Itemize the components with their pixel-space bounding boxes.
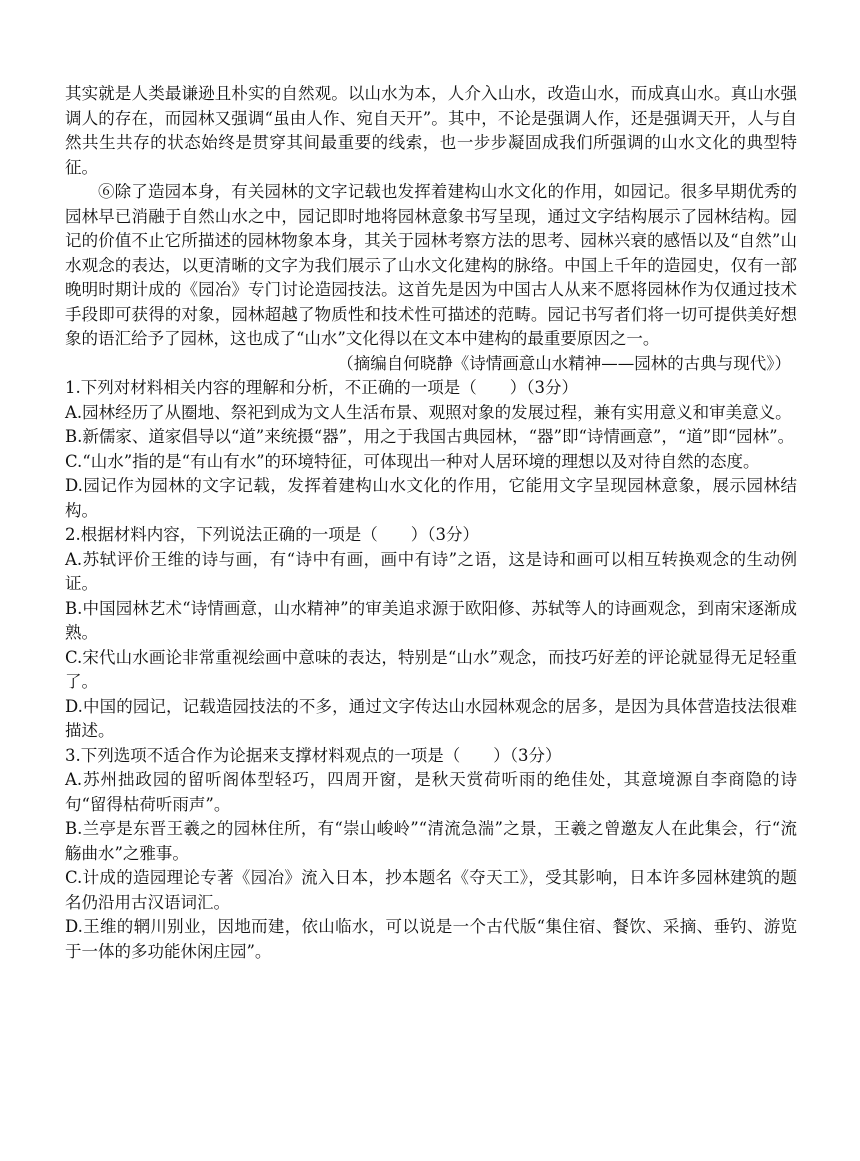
question-option: B.中国园林艺术“诗情画意，山水精神”的审美追求源于欧阳修、苏轼等人的诗画观念，到南宋逐渐成熟。 <box>65 598 797 642</box>
passage-paragraph-end: 其实就是人类最谦逊且朴实的自然观。以山水为本，人介入山水，改造山水，而成真山水。真山水强调人的存在，而园林又强调“虽由人作、宛自天开”。其中，不论是强调人作，还是强调天开，人与自然共生共存的状态始终是贯穿其间最重要的线索，也一步步凝固成我们所强调的山水文化的典型特征。 <box>65 84 797 177</box>
question-option: A.苏轼评价王维的诗与画，有“诗中有画，画中有诗”之语，这是诗和画可以相互转换观念的生动例证。 <box>65 549 797 593</box>
question-3 <box>65 744 797 965</box>
question-stem: 1.下列对材料相关内容的理解和分析，不正确的一项是（ ）（3分） <box>65 378 578 397</box>
passage-source: （摘编自何晓静《诗情画意山水精神——园林的古典与现代》） <box>337 353 791 373</box>
question-option: D.园记作为园林的文字记载，发挥着建构山水文化的作用，它能用文字呈现园林意象，展示园林结构。 <box>65 476 797 520</box>
question-option: B.新儒家、道家倡导以“道”来统摄“器”，用之于我国古典园林，“器”即“诗情画意”，“道”即“园林”。 <box>65 427 795 446</box>
question-option: C.计成的造园理论专著《园冶》流入日本，抄本题名《夺天工》，受其影响，日本许多园林建筑的题名仍沿用古汉语词汇。 <box>65 868 797 912</box>
question-1 <box>65 376 797 523</box>
question-option: C.宋代山水画论非常重视绘画中意味的表达，特别是“山水”观念，而技巧好差的评论就显得无足轻重了。 <box>65 647 797 691</box>
question-stem: 3.下列选项不适合作为论据来支撑材料观点的一项是（ ）（3分） <box>65 745 562 765</box>
question-option: C.“山水”指的是“有山有水”的环境特征，可体现出一种对人居环境的理想以及对待自然的态度。 <box>65 451 760 471</box>
question-stem: 2.根据材料内容，下列说法正确的一项是（ ）（3分） <box>65 525 479 544</box>
question-option: D.王维的辋川别业，因地而建，依山临水，可以说是一个古代版“集住宿、餐饮、采摘、垂钓、游览于一体的多功能休闲庄园”。 <box>65 917 797 961</box>
question-option: D.中国的园记，记载造园技法的不多，通过文字传达山水园林观念的居多，是因为具体营造技法很难描述。 <box>65 696 797 740</box>
document-page <box>65 82 797 964</box>
question-option: B.兰亭是东晋王羲之的园林住所，有“崇山峻岭”“清流急湍”之景，王羲之曾邀友人在此集会，行“流觞曲水”之雅事。 <box>65 819 797 863</box>
question-option: A.园林经历了从圈地、祭祀到成为文人生活布景、观照对象的发展过程，兼有实用意义和审美意义。 <box>65 402 792 422</box>
passage-paragraph-6: ⑥除了造园本身，有关园林的文字记载也发挥着建构山水文化的作用，如园记。很多早期优秀的园林早已消融于自然山水之中，园记即时地将园林意象书写呈现，通过文字结构展示了园林结构。园记的价值不止它所描述的园林物象本身，其关于园林考察方法的思考、园林兴衰的感悟以及“自然”山水观念的表达，以更清晰的文字为我们展示了山水文化建构的脉络。中国上千年的造园史，仅有一部晚明时期计成的《园冶》专门讨论造园技法。这首先是因为中国古人从来不愿将园林作为仅通过技术手段即可获得的对象，园林超越了物质性和技术性可描述的范畴。园记书写者们将一切可提供美好想象的语汇给予了园林，这也成了“山水”文化得以在文本中建构的最重要原因之一。 <box>65 182 797 348</box>
question-2 <box>65 523 797 744</box>
question-option: A.苏州拙政园的留听阁体型轻巧，四周开窗，是秋天赏荷听雨的绝佳处，其意境源自李商隐的诗句“留得枯荷听雨声”。 <box>65 770 797 814</box>
